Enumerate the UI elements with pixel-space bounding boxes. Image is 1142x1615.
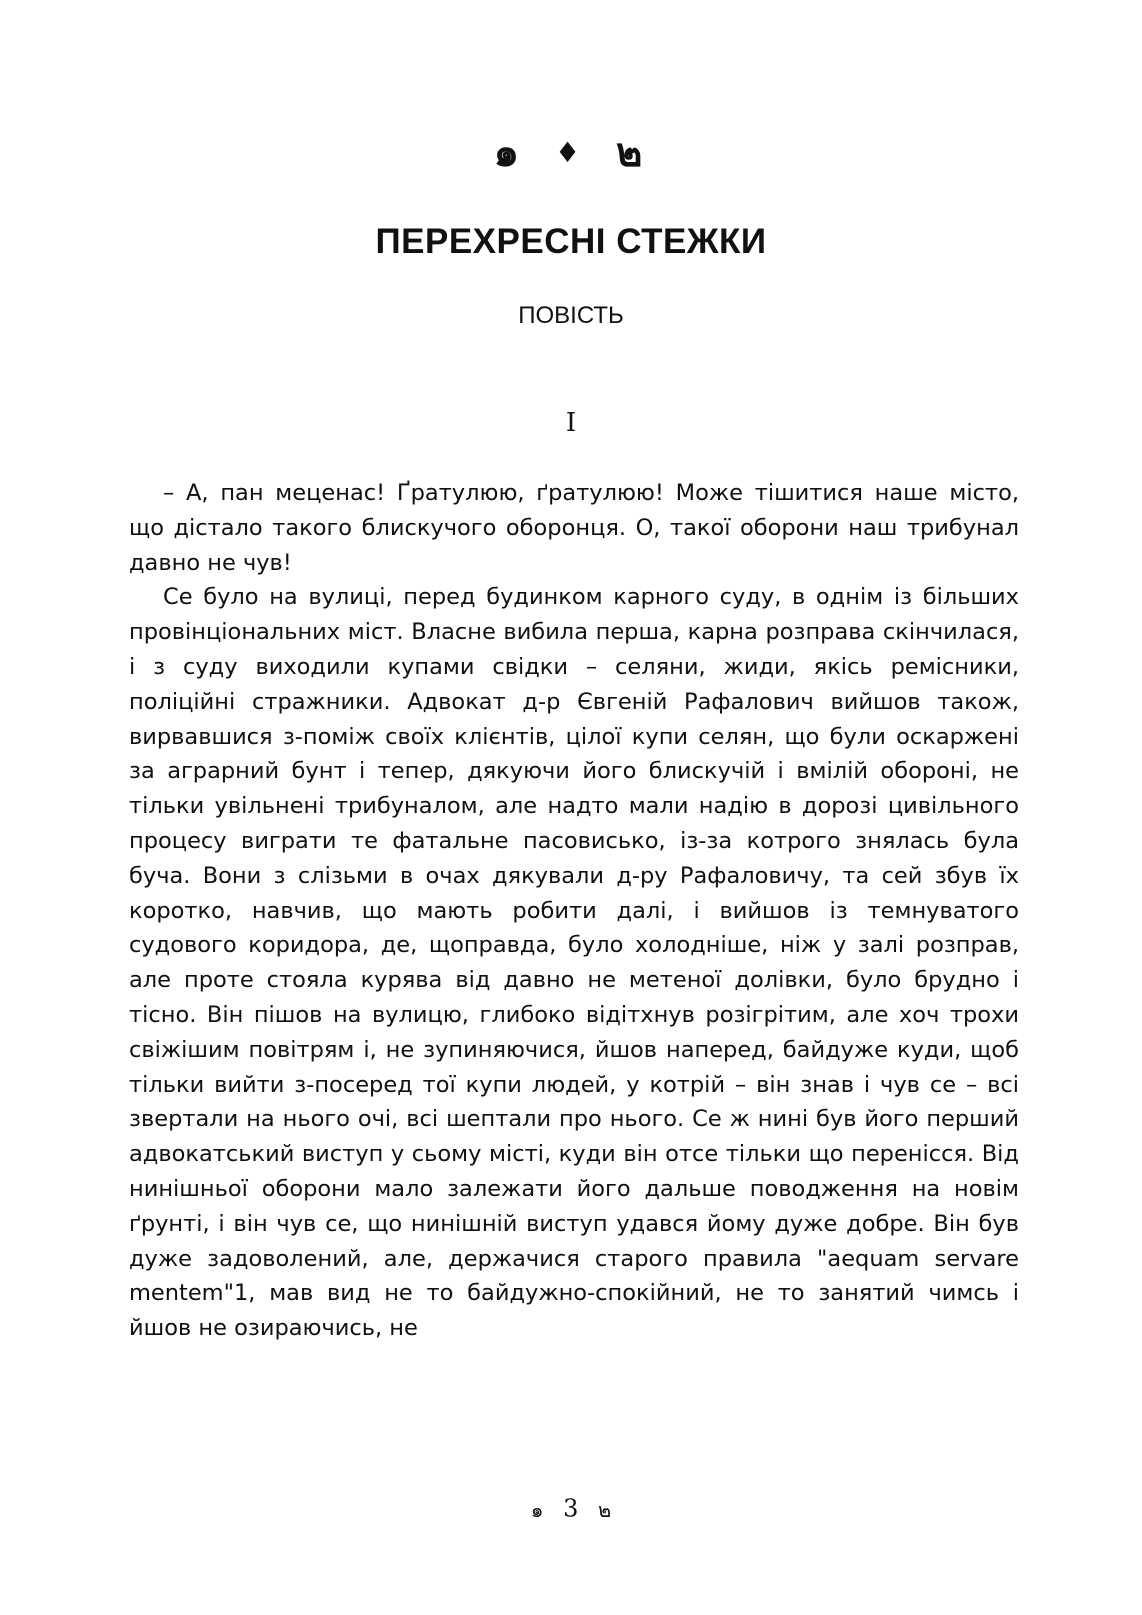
top-ornament — [0, 120, 1142, 184]
footer-right-flourish-icon: ๒ — [598, 1498, 612, 1522]
paragraph-2: Се було на вулиці, перед будинком карного суду, в однім із більших провінціональних міст. Власне вибила перша, карна розправа скінчилася, і з суду виходили купами свідки – селяни, жиди, якісь ремісники, поліційні стражники. Адвокат д-р Євгеній Рафалович вийшов також, вирвавшися з-поміж своїх клієнтів, цілої купи селян, що були оскаржені за аграрний бунт і тепер, дякуючи його блискучій і вмілій обороні, не тільки увільнені трибуналом, але надто мали надію в дорозі цивільного процесу виграти те фатальне пасовисько, із-за котрого знялась була буча. Вони з слізьми в очах дякували д-ру Рафаловичу, та сей збув їх коротко, навчив, що мають робити далі, і вийшов із темнуватого судового коридора, де, щоправда, було холодніше, ніж у залі розправ, але проте стояла курява від давно не метеної долівки, було брудно і тісно. Він пішов на вулицю, глибоко відітхнув розігрітим, але хоч трохи свіжішим повітрям і, не зупиняючися, йшов наперед, байдуже куди, щоб тільки вийти з-посеред тої купи людей, у котрій – він знав і чув се – всі звертали на нього очі, всі шептали про нього. Се ж нині був його перший адвокатський виступ у сьому місті, куди він отсе тільки що перенісся. Від нинішньої оборони мало залежати його дальше поводження на новім ґрунті, і він чув се, що нинішній виступ удався йому дуже добре. Він був дуже задоволений, але, держачися старого правила "aequam servare mentem"1, мав вид не то байдужно-спокійний, не то занятий чимсь і йшов не озираючись, не — [129, 584, 1019, 1342]
chapter-number: I — [565, 408, 577, 438]
paragraph-1: – А, пан меценас! Ґратулюю, ґратулюю! Може тішитися наше місто, що дістало такого блискучого оборонця. О, такої оборони наш трибунал давно не чув! — [129, 480, 1019, 576]
story-title: ПЕРЕХРЕСНІ СТЕЖКИ — [375, 222, 767, 261]
page-number: 3 — [563, 1494, 579, 1523]
diamond-icon: ♦ — [554, 135, 587, 169]
story-subtitle: ПОВІСТЬ — [518, 302, 624, 329]
body-text — [129, 476, 1019, 1346]
right-flourish-icon: ๒ — [616, 130, 649, 176]
left-flourish-icon: ๑ — [493, 130, 526, 176]
footer-left-flourish-icon: ๑ — [530, 1498, 544, 1522]
page-footer — [0, 1494, 1142, 1526]
